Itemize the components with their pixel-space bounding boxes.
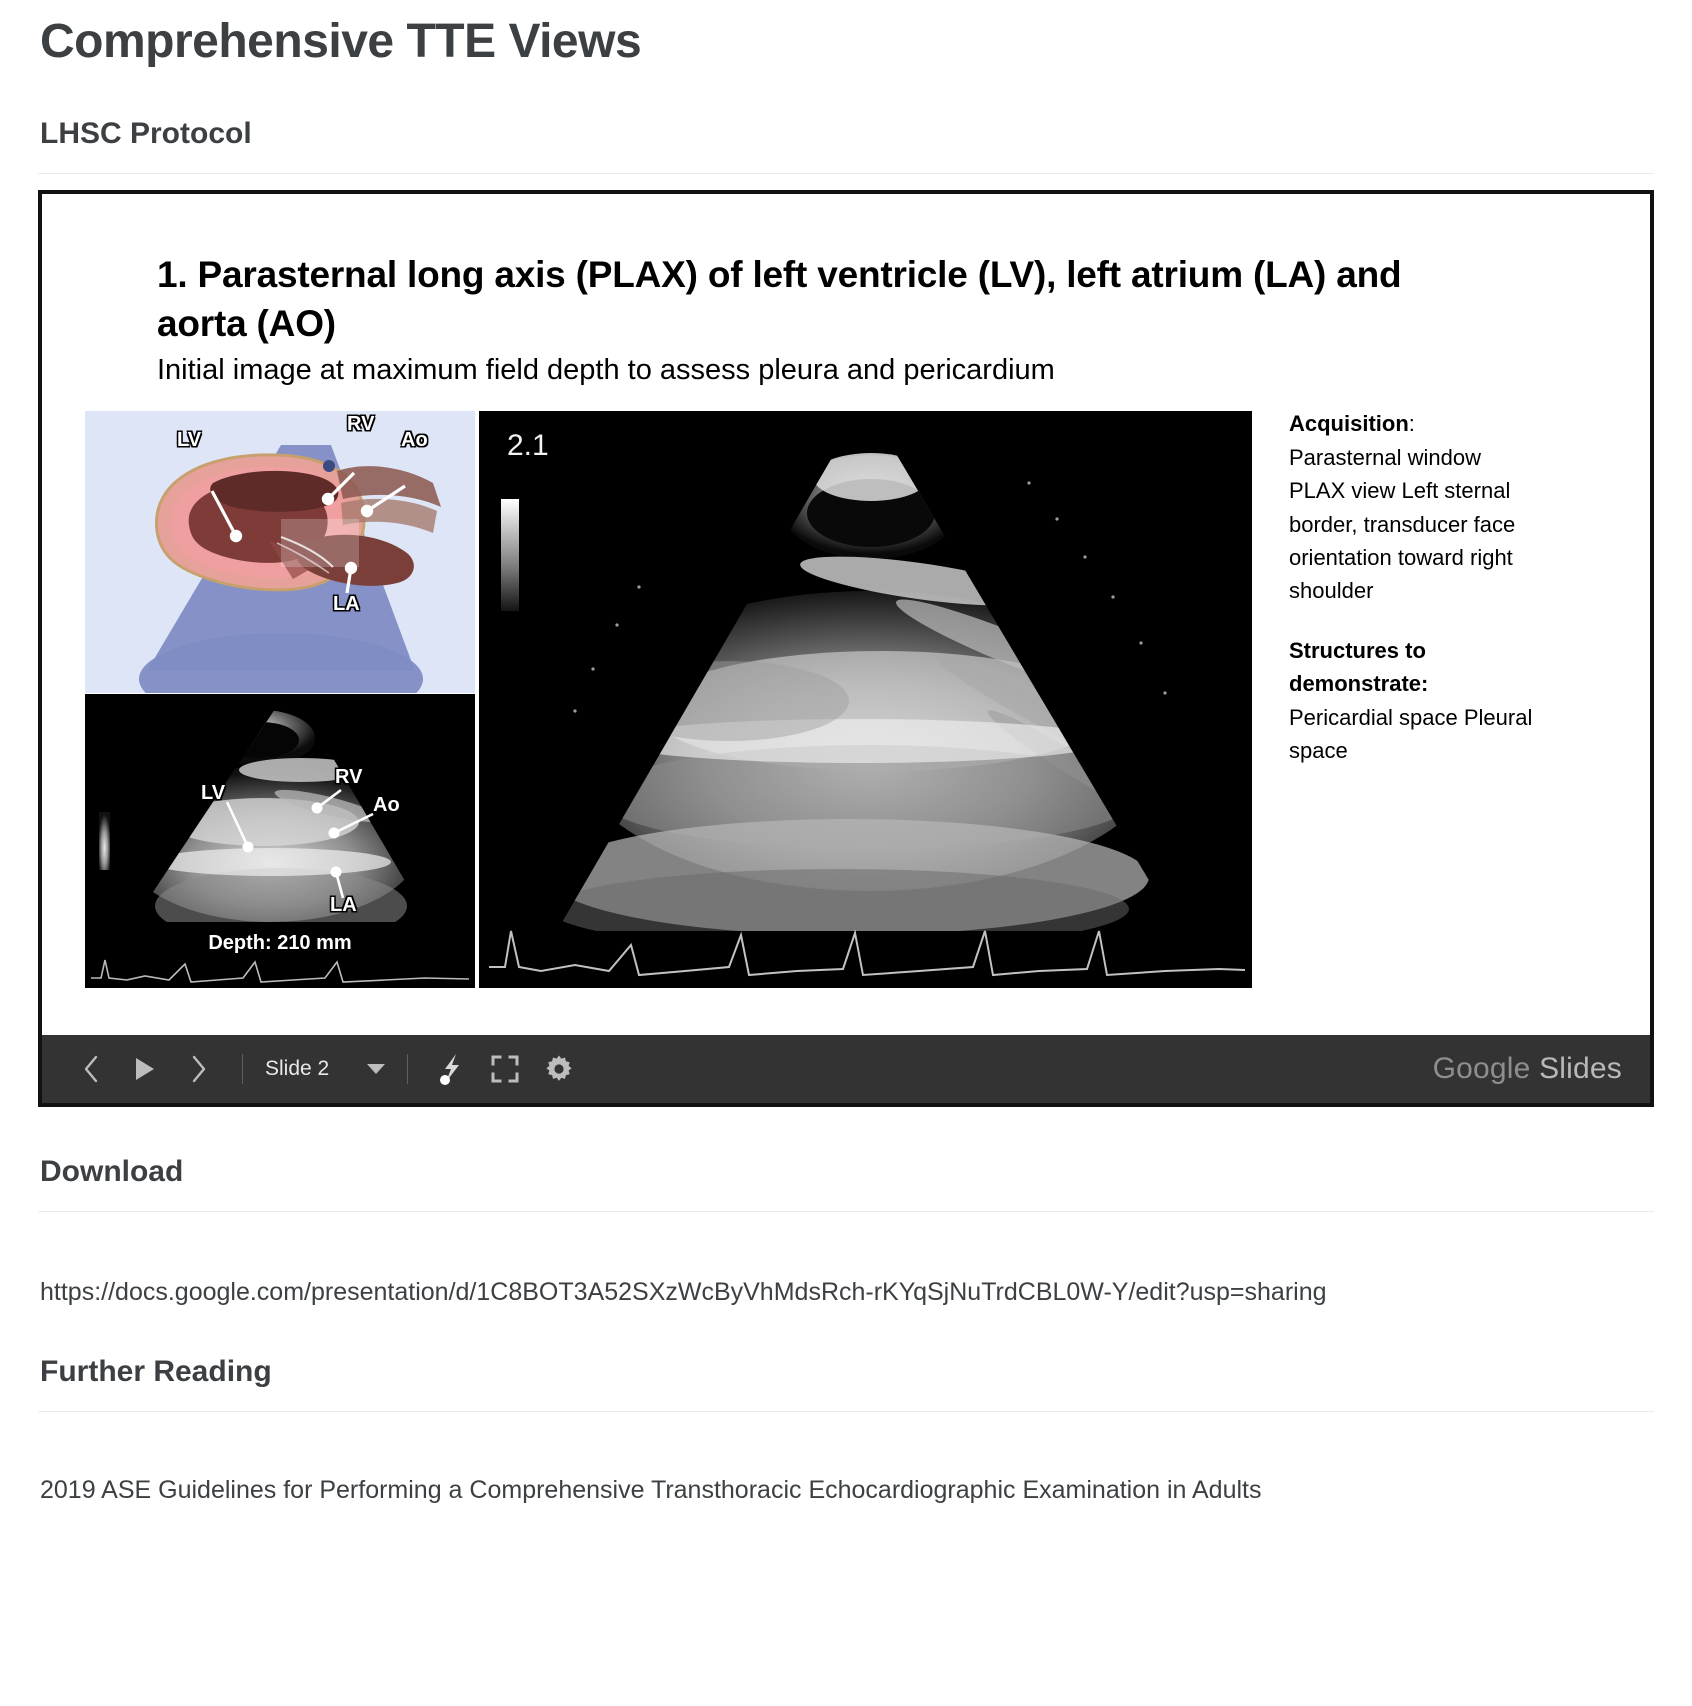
section-divider xyxy=(38,173,1654,174)
small-us-label-la: LA xyxy=(330,894,357,917)
anatomy-diagram xyxy=(85,411,475,693)
slide-side-notes xyxy=(1289,407,1539,767)
next-slide-button[interactable] xyxy=(172,1047,226,1091)
slide-title: 1. Parasternal long axis (PLAX) of left ventricle (LV), left atrium (LA) and aorta (AO) xyxy=(157,254,1402,345)
chevron-right-icon xyxy=(189,1054,209,1084)
chevron-down-icon xyxy=(367,1064,385,1074)
anatomy-label-ao: Ao xyxy=(401,429,428,452)
small-us-label-ao: Ao xyxy=(373,794,400,817)
small-us-label-lv: LV xyxy=(201,782,226,805)
slide-control-bar xyxy=(42,1035,1650,1103)
anatomy-label-rv: RV xyxy=(347,413,375,436)
acquisition-colon: : xyxy=(1408,411,1415,437)
anatomy-label-la: LA xyxy=(333,593,360,616)
anatomy-diagram-svg xyxy=(85,411,475,693)
main-ultrasound-image xyxy=(479,411,1252,988)
settings-button[interactable] xyxy=(532,1047,586,1091)
page-title: Comprehensive TTE Views xyxy=(40,15,642,68)
structures-text: Pericardial space Pleural space xyxy=(1289,704,1533,764)
previous-slide-button[interactable] xyxy=(64,1047,118,1091)
play-icon xyxy=(133,1056,157,1082)
laser-pointer-button[interactable] xyxy=(424,1047,478,1091)
small-ultrasound-image xyxy=(85,694,475,988)
gear-icon xyxy=(544,1054,574,1084)
chevron-left-icon xyxy=(81,1054,101,1084)
page-root xyxy=(0,14,1692,1505)
anatomy-label-lv: LV xyxy=(177,429,202,452)
slide-canvas xyxy=(42,194,1650,1039)
further-reading-entry[interactable]: 2019 ASE Guidelines for Performing a Comprehensive Transthoracic Echocardiographic Examination in Adults xyxy=(40,1476,1262,1505)
toolbar-divider-left xyxy=(242,1054,243,1084)
depth-marker: 2.1 xyxy=(507,429,549,463)
depth-label: Depth: 210 mm xyxy=(208,932,352,955)
fullscreen-button[interactable] xyxy=(478,1047,532,1091)
play-button[interactable] xyxy=(118,1047,172,1091)
brand-slides: Slides xyxy=(1539,1052,1622,1086)
small-us-label-rv: RV xyxy=(335,766,363,789)
structures-block xyxy=(1289,634,1539,768)
brand-google: Google xyxy=(1432,1052,1531,1086)
structures-label: Structures to demonstrate: xyxy=(1289,637,1429,697)
fullscreen-icon xyxy=(491,1055,519,1083)
section-heading-download: Download xyxy=(40,1155,184,1189)
google-slides-embed[interactable] xyxy=(38,190,1654,1107)
slide-selector[interactable] xyxy=(259,1057,391,1081)
download-divider xyxy=(38,1211,1654,1212)
further-reading-divider xyxy=(38,1411,1654,1412)
toolbar-divider-right xyxy=(407,1054,408,1084)
laser-pointer-icon xyxy=(436,1052,466,1086)
download-link[interactable]: https://docs.google.com/presentation/d/1C8BOT3A52SXzWcByVhMdsRch-rKYqSjNuTrdCBL0W-Y/edit?usp=sharing xyxy=(40,1278,1327,1307)
google-slides-brand xyxy=(1433,1052,1628,1086)
acquisition-label: Acquisition xyxy=(1289,411,1409,437)
gain-scale-bar xyxy=(501,499,519,611)
slide-subtitle: Initial image at maximum field depth to assess pleura and pericardium xyxy=(157,354,1055,387)
section-heading-protocol: LHSC Protocol xyxy=(40,117,252,151)
acquisition-block xyxy=(1289,407,1539,608)
slide-indicator-label: Slide 2 xyxy=(265,1057,330,1081)
main-ultrasound-svg xyxy=(479,411,1252,988)
acquisition-text: Parasternal window PLAX view Left sternal border, transducer face orientation toward right shoulder xyxy=(1289,444,1516,604)
section-heading-further-reading: Further Reading xyxy=(40,1355,272,1389)
